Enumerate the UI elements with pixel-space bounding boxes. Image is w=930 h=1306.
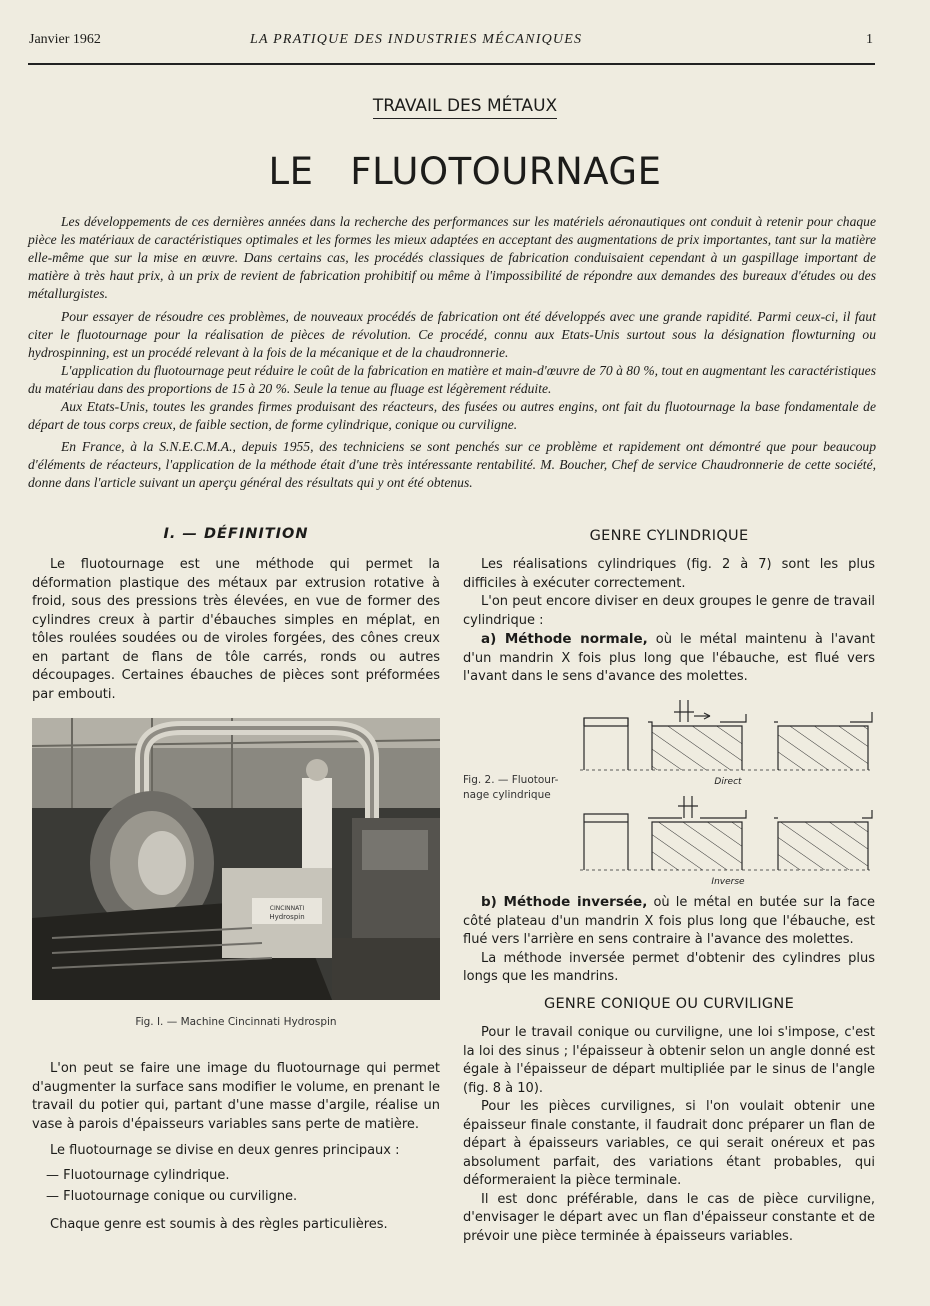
svg-text:CINCINNATI: CINCINNATI — [269, 905, 305, 912]
cylindrique-heading: GENRE CYLINDRIQUE — [589, 528, 749, 544]
header-rule — [28, 63, 875, 65]
fig2-direct-label: Direct — [714, 777, 742, 787]
section-heading-text: TRAVAIL DES MÉTAUX — [373, 96, 557, 119]
fig2-diagram — [570, 692, 876, 890]
fig2-caption — [463, 773, 558, 803]
genres-list — [32, 1167, 440, 1207]
conique-text-block — [463, 1024, 875, 1246]
inverse-method-label: b) Méthode inversée, — [481, 894, 648, 910]
intro-block — [28, 213, 876, 492]
inverse-method-text: où le métal en butée sur la face côté plateau d'un mandrin X fois plus long que l'ébauche, est flué vers l'arrière en sens contraire à l'avance des molettes. — [463, 895, 875, 947]
intro-paragraph: En France, à la S.N.E.C.M.A., depuis 1955, des techniciens se sont penchés sur ce problème et rapidement ont démontré que pour beaucoup d'éléments de réacteurs, l'application de la méthode était d'une très intéressante rentabilité. M. Boucher, Chef de service Chaudronnerie de cette société, donne dans l'article suivant un aperçu général des résultats qui y ont été obtenus. — [28, 439, 876, 490]
intro-paragraph: Aux Etats-Unis, toutes les grandes firmes produisant des réacteurs, des fusées ou autres engins, ont fait du fluotournage la base fondamentale de départ de tous corps creux, de faible section, de forme cylindrique, conique ou curviligne. — [28, 399, 876, 432]
intro-paragraph: Les développements de ces dernières années dans la recherche des performances sur les matériels aéronautiques ont conduit à retenir pour chaque pièce les matériaux de caractéristiques optimales et les formes les mieux adaptées en acceptant des augmentations de prix importantes, tant sur la matière elle-même que sur la mise en œuvre. Dans certains cas, les procédés classiques de fabrication conduisaient cependant à un gaspillage important de matière à très haut prix, à un prix de revient de fabrication prohibitif ou même à l'impossibilité de répondre aux demandes des bureaux d'études ou des métallurgistes. — [28, 214, 876, 301]
article-title: LE FLUOTOURNAGE — [268, 150, 662, 193]
left-text-block — [32, 1060, 440, 1234]
normal-method-text: où le métal maintenu à l'avant d'un mandrin X fois plus long que l'ébauche, est flué vers l'avant dans le sens d'avance des molettes. — [463, 632, 876, 684]
con-paragraph-3: Il est donc préférable, dans le cas de pièce curviligne, d'envisager le départ avec un flan d'épaisseur constante et de prévoir une pièce terminée à épaisseurs variables. — [463, 1191, 875, 1244]
potier-paragraph: L'on peut se faire une image du fluotournage qui permet d'augmenter la surface sans modifier le volume, en prenant le travail du potier qui, partant d'une masse d'argile, réalise un vase à parois d'épaisseurs variables sans perte de matière. — [32, 1061, 440, 1132]
fig2-inverse-label: Inverse — [711, 877, 745, 887]
intro-paragraph: L'application du fluotournage peut réduire le coût de la fabrication en matière et main-d'œuvre de 70 à 80 %, tout en augmentant les caractéristiques du matériau dans des proportions de 15 à 20 %. Seule la tenue au fluage est légèrement réduite. — [28, 363, 876, 396]
issue-date: Janvier 1962 — [29, 32, 101, 47]
regles-paragraph: Chaque genre est soumis à des règles particulières. — [50, 1216, 388, 1232]
journal-title: LA PRATIQUE DES INDUSTRIES MÉCANIQUES — [250, 32, 583, 47]
inverse-text-block — [463, 893, 875, 987]
normal-method-label: a) Méthode normale, — [481, 631, 648, 647]
con-paragraph-2: Pour les pièces curvilignes, si l'on voulait obtenir une épaisseur finale constante, il faudrait donc préparer un flan de départ à épaisseurs variables, ce qui serait onéreux et pas absolument parfait, des variations étant probables, qui déformeraient la pièce terminale. — [463, 1099, 875, 1188]
normal-method-paragraph — [463, 630, 875, 687]
machine-photo-illustration — [32, 718, 440, 1000]
cylindrique-text-block — [463, 556, 875, 687]
genres-paragraph: Le fluotournage se divise en deux genres principaux : — [50, 1143, 400, 1158]
inverse-method-paragraph — [463, 893, 875, 950]
definition-text-block — [32, 556, 440, 704]
fig1-caption: Fig. I. — Machine Cincinnati Hydrospin — [135, 1016, 337, 1028]
fig2-caption-line: Fig. 2. — Fluotour- — [463, 774, 559, 786]
cyl-paragraph-2: L'on peut encore diviser en deux groupes le genre de travail cylindrique : — [463, 594, 875, 628]
intro-paragraph: Pour essayer de résoudre ces problèmes, de nouveaux procédés de fabrication ont été développés avec une grande rapidité. Parmi ceux-ci, il faut citer le fluotournage pour la réalisation de pièces de révolution. Ce procédé, connu aux Etats-Unis surtout sous la désignation flowturning ou hydrospinning, est un procédé relevant à la fois de la mécanique et de la chaudronnerie. — [28, 309, 876, 360]
definition-heading: I. — DÉFINITION — [163, 526, 309, 542]
definition-paragraph: Le fluotournage est une méthode qui permet la déformation plastique des métaux par extrusion rotative à froid, sous des pressions très élevées, en vue de former des cylindres creux à partir d'ébauches simples en méplat, en tôles roulées soudées ou de viroles forgées, des cônes creux en partant de flans de tôle carrés, ronds ou autres découpages. Certaines ébauches de pièces sont préformées par embouti. — [32, 557, 440, 702]
machine-photo — [32, 718, 440, 1000]
cyl-paragraph-1: Les réalisations cylindriques (fig. 2 à 7) sont les plus difficiles à exécuter correctement. — [463, 557, 875, 591]
inverse-paragraph-2: La méthode inversée permet d'obtenir des cylindres plus longs que les mandrins. — [463, 950, 875, 984]
conique-heading: GENRE CONIQUE OU CURVILIGNE — [543, 996, 795, 1012]
section-heading — [0, 96, 930, 116]
con-paragraph-1: Pour le travail conique ou curviligne, une loi s'impose, c'est la loi des sinus ; l'épaisseur à obtenir selon un angle donné est égale à l'épaisseur de départ multipliée par le sinus de l'angle (fig. 8 à 10). — [463, 1025, 875, 1096]
svg-text:Hydrospin: Hydrospin — [269, 913, 305, 921]
list-item: — Fluotournage cylindrique. — [46, 1167, 230, 1183]
fig2-caption-line: nage cylindrique — [463, 789, 551, 801]
list-item: — Fluotournage conique ou curviligne. — [46, 1189, 298, 1204]
page-number: 1 — [866, 32, 873, 47]
